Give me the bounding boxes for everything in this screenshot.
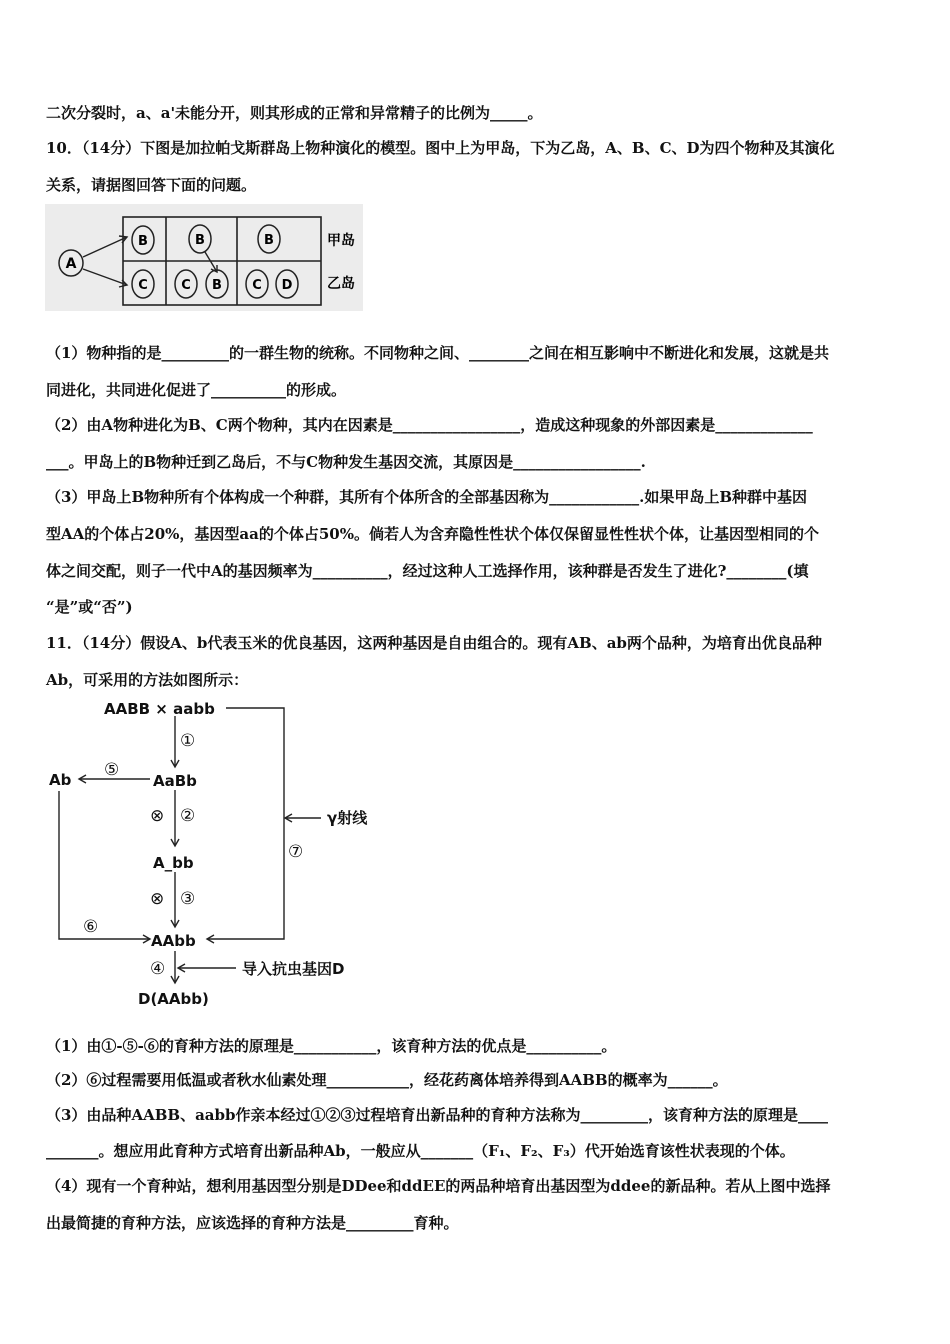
text-line: 二次分裂时，a、a'未能分开，则其形成的正常和异常精子的比例为_____。	[46, 104, 543, 122]
arrow-a-to-b	[83, 237, 127, 257]
text-line: （1）物种指的是_________的一群生物的统称。不同物种之间、________之间在相互影响中不断进化和发展，这就是共	[46, 344, 829, 362]
insect-gene-label: 导入抗虫基因D	[242, 960, 345, 978]
step5-marker: ⑤	[104, 760, 120, 780]
text-line: （4）现有一个育种站，想利用基因型分别是DDee和ddEE的两品种培育出基因型为ddee的新品种。若从上图中选择	[46, 1177, 831, 1195]
parents-cross: AABB × aabb	[104, 700, 215, 718]
step4-marker: ④	[150, 959, 166, 979]
species-evolution-figure	[45, 204, 363, 311]
step7-marker: ⑦	[288, 842, 304, 862]
question-11-stem: 11．（14分）假设A、b代表玉米的优良基因，这两种基因是自由组合的。现有AB、ab两个品种，为培育出优良品种	[46, 634, 822, 652]
arrow-step6	[59, 791, 149, 939]
text-line: （2）由A物种进化为B、C两个物种，其内在因素是_________________，造成这种现象的外部因素是_____________	[46, 416, 813, 434]
species-evolution-diagram	[45, 204, 363, 311]
step2-marker: ②	[180, 806, 196, 826]
arrow-step7	[208, 708, 284, 939]
species-b: B	[138, 234, 148, 249]
species-d: D	[281, 278, 293, 293]
arrow-a-to-c	[83, 269, 127, 285]
text-line: （1）由①-⑤-⑥的育种方法的原理是___________，该育种方法的优点是__________。	[46, 1037, 617, 1055]
species-c: C	[252, 278, 262, 293]
breeding-flow-diagram	[46, 690, 386, 1020]
species-c: C	[138, 278, 148, 293]
text-line: （3）甲岛上B物种所有个体构成一个种群，其所有个体所含的全部基因称为____________.如果甲岛上B种群中基因	[46, 488, 808, 506]
text-line: 体之间交配，则子一代中A的基因频率为__________，经过这种人工选择作用，该种群是否发生了进化?________(填	[46, 562, 809, 580]
breeding-methods-figure	[46, 690, 386, 1020]
text-line: 同进化，共同进化促进了__________的形成。	[46, 381, 347, 399]
text-line: _______。想应用此育种方式培育出新品种Ab，一般应从_______（F₁、F₂、F₃）代开始选育该性状表现的个体。	[46, 1142, 795, 1160]
species-b: B	[264, 233, 274, 248]
question-10-stem: 10．（14分）下图是加拉帕戈斯群岛上物种演化的模型。图中上为甲岛，下为乙岛，A、B、C、D为四个物种及其演化	[46, 139, 835, 157]
text-line: （3）由品种AABB、aabb作亲本经过①②③过程培育出新品种的育种方法称为_________，该育种方法的原理是____	[46, 1106, 828, 1124]
species-b: B	[212, 278, 222, 293]
step1-marker: ①	[180, 731, 196, 751]
text-line: 型AA的个体占20%，基因型aa的个体占50%。倘若人为含弃隐性性状个体仅保留显性性状个体，让基因型相同的个	[46, 525, 819, 543]
text-line: ___。甲岛上的B物种迁到乙岛后，不与C物种发生基因交流，其原因是_________________.	[46, 453, 646, 471]
species-a: A	[65, 256, 77, 272]
species-b: B	[195, 233, 205, 248]
step3-marker: ③	[180, 889, 196, 909]
selfing-symbol: ⊗	[150, 806, 165, 826]
island-yi-label: 乙岛	[327, 276, 355, 292]
text-line: Ab，可采用的方法如图所示：	[46, 671, 249, 689]
island-jia-label: 甲岛	[327, 233, 355, 249]
text-line: 出最简捷的育种方法，应该选择的育种方法是_________育种。	[46, 1214, 459, 1232]
selfing-symbol: ⊗	[150, 889, 165, 909]
text-line: （2）⑥过程需要用低温或者秋水仙素处理___________，经花药离体培养得到AABB的概率为______。	[46, 1071, 728, 1089]
step6-marker: ⑥	[83, 917, 99, 937]
f1-genotype: AaBb	[153, 772, 197, 790]
haploid-genotype: Ab	[49, 771, 72, 789]
target-genotype: AAbb	[151, 932, 196, 950]
f2-genotype: A_bb	[153, 854, 194, 872]
species-c: C	[181, 278, 191, 293]
text-line: 关系，请据图回答下面的问题。	[46, 176, 257, 194]
text-line: “是”或“否”)	[46, 598, 133, 616]
final-genotype: D(AAbb)	[138, 990, 209, 1008]
gamma-ray-label: γ射线	[327, 809, 368, 827]
